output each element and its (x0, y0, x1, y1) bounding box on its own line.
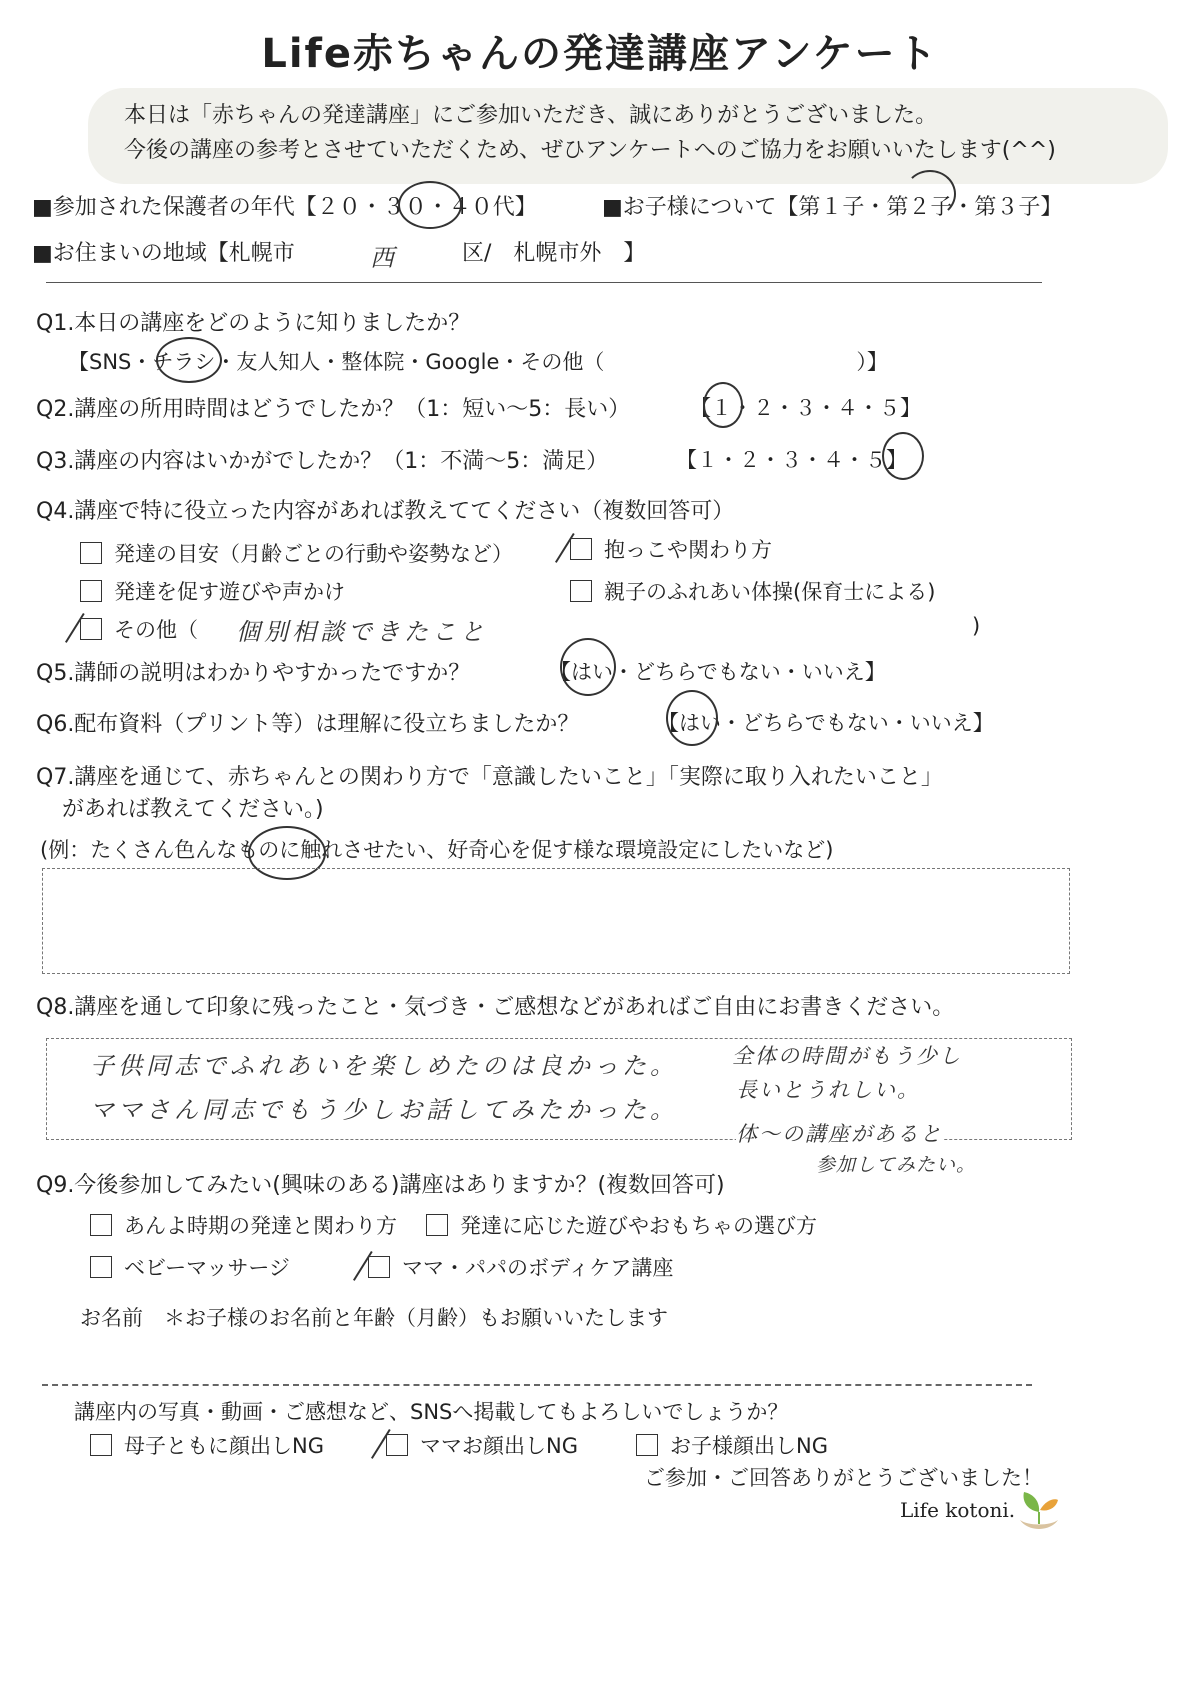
area-handwritten-value[interactable]: 西 (370, 244, 398, 272)
intro-line-2: 今後の講座の参考とさせていただくため、ぜひアンケートへのご協力をお願いいたします(^^) (124, 138, 1056, 163)
q3-scale[interactable]: 【１・２・３・４・５】 (676, 448, 907, 472)
sns-checkbox-1[interactable] (90, 1434, 112, 1456)
q4-option-1-label: 発達の目安（月齢ごとの行動や姿勢など） (114, 542, 513, 566)
q9-option-1[interactable] (90, 1210, 397, 1240)
q4-option-1[interactable] (80, 538, 513, 568)
q4-checkbox-4[interactable] (570, 580, 592, 602)
sns-option-2-label: ママお顔出しNG (420, 1434, 578, 1458)
q9-option-4-label: ママ・パパのボディケア講座 (402, 1256, 674, 1280)
section-divider (46, 282, 1042, 283)
q2-circle-mark (703, 382, 743, 428)
q1-circle-mark (156, 337, 222, 383)
q9-option-2-label: 発達に応じた遊びやおもちゃの選び方 (460, 1214, 817, 1238)
q4-checkbox-1[interactable] (80, 542, 102, 564)
q8-side-line-3: 体〜の講座があると (736, 1118, 943, 1148)
q6-circle-mark (666, 690, 718, 746)
child-field[interactable]: ■お子様について【第１子・第２子・第３子】 (602, 195, 1063, 220)
thanks-message: ご参加・ご回答ありがとうございました！ (644, 1466, 1043, 1490)
q9-checkbox-4[interactable] (368, 1256, 390, 1278)
child-circle-mark (904, 170, 956, 218)
page-title: Life赤ちゃんの発達講座アンケート (261, 31, 939, 77)
q4-option-5[interactable] (80, 614, 198, 644)
brand-logo-icon (1016, 1486, 1062, 1536)
q9-option-3-label: ベビーマッサージ (124, 1256, 290, 1280)
sns-question: 講座内の写真・動画・ご感想など、SNSへ掲載してもよろしいでしょうか？ (74, 1400, 789, 1424)
q5-question: Q5.講師の説明はわかりやすかったですか？ (36, 661, 471, 686)
q4-option-2[interactable] (570, 534, 772, 564)
q2-question: Q2.講座の所用時間はどうでしたか？（1：短い〜5：長い） (36, 397, 631, 422)
q9-option-2[interactable] (426, 1210, 817, 1240)
q6-question: Q6.配布資料（プリント等）は理解に役立ちましたか？ (36, 712, 580, 737)
area-field-suffix: 区/ 札幌市外 】 (462, 241, 646, 266)
q4-checkbox-3[interactable] (80, 580, 102, 602)
q9-checkbox-1[interactable] (90, 1214, 112, 1236)
intro-line-1: 本日は「赤ちゃんの発達講座」にご参加いただき、誠にありがとうございました。 (124, 103, 938, 128)
q4-question: Q4.講座で特に役立った内容があれば教えててください（複数回答可） (36, 499, 735, 524)
q9-option-1-label: あんよ時期の発達と関わり方 (124, 1214, 397, 1238)
q9-question: Q9.今後参加してみたい(興味のある)講座はありますか？(複数回答可) (36, 1173, 725, 1198)
brand-name: Life kotoni. (900, 1498, 1016, 1522)
q8-side-line-2: 長いとうれしい。 (736, 1078, 920, 1102)
q8-side-line-1: 全体の時間がもう少し (732, 1044, 962, 1068)
sns-option-1-label: 母子ともに顔出しNG (124, 1434, 324, 1458)
q5-options[interactable]: 【はい・どちらでもない・いいえ】 (550, 660, 886, 684)
sns-option-2[interactable] (386, 1430, 578, 1460)
q9-checkbox-2[interactable] (426, 1214, 448, 1236)
q3-question: Q3.講座の内容はいかがでしたか？（1：不満〜5：満足） (36, 449, 609, 474)
q4-option-3-label: 発達を促す遊びや声かけ (114, 580, 345, 604)
q4-checkbox-5[interactable] (80, 618, 102, 640)
sns-divider (42, 1384, 1032, 1386)
q1-question: Q1.本日の講座をどのように知りましたか？ (36, 311, 471, 336)
q6-options[interactable]: 【はい・どちらでもない・いいえ】 (658, 711, 994, 735)
sns-checkbox-3[interactable] (636, 1434, 658, 1456)
q5-circle-mark (560, 638, 616, 696)
q7-example: (例：たくさん色んなものに触れさせたい、好奇心を促す様な環境設定にしたいなど) (40, 838, 834, 862)
q4-option-5-label: その他（ (114, 618, 198, 642)
age-circle-mark (398, 181, 462, 229)
q9-option-4[interactable] (368, 1252, 673, 1282)
q2-scale[interactable]: 【１・２・３・４・５】 (690, 396, 921, 420)
q9-option-3[interactable] (90, 1252, 290, 1282)
age-field[interactable]: ■参加された保護者の年代【２０・３０・４０代】 (32, 195, 537, 220)
q1-options[interactable]: 【SNS・チラシ・友人知人・整体院・Google・その他（ ）】 (68, 350, 888, 374)
sns-option-1[interactable] (90, 1430, 324, 1460)
q4-other-handwritten[interactable]: 個別相談できたこと (236, 618, 488, 646)
q4-checkbox-2[interactable] (570, 538, 592, 560)
q8-question: Q8.講座を通して印象に残ったこと・気づき・ご感想などがあればご自由にお書きください。 (36, 995, 955, 1020)
q7-question-line-1: Q7.講座を通じて、赤ちゃんとの関わり方で「意識したいこと」「実際に取り入れたいこと」 (36, 765, 943, 790)
q8-answer-line-1: 子供同志でふれあいを楽しめたのは良かった。 (90, 1052, 678, 1080)
q4-option-4[interactable] (570, 576, 935, 606)
q7-question-line-2: があれば教えてください。) (62, 797, 324, 822)
q4-other-close: ) (972, 614, 981, 638)
q9-checkbox-3[interactable] (90, 1256, 112, 1278)
q4-option-2-label: 抱っこや関わり方 (604, 538, 772, 562)
sns-option-3-label: お子様顔出しNG (670, 1434, 828, 1458)
q3-circle-mark (882, 432, 924, 480)
name-field[interactable]: お名前 ＊お子様のお名前と年齢（月齢）もお願いいたします (80, 1306, 668, 1330)
q4-option-4-label: 親子のふれあい体操(保育士による) (604, 580, 936, 604)
sns-checkbox-2[interactable] (386, 1434, 408, 1456)
q8-side-line-4: 参加してみたい。 (816, 1154, 977, 1176)
q8-answer-line-2: ママさん同志でもう少しお話してみたかった。 (90, 1096, 678, 1124)
q7-answer-box[interactable] (42, 868, 1070, 974)
q4-option-3[interactable] (80, 576, 345, 606)
sns-option-3[interactable] (636, 1430, 828, 1460)
area-field-label: ■お住まいの地域【札幌市 (32, 241, 295, 266)
